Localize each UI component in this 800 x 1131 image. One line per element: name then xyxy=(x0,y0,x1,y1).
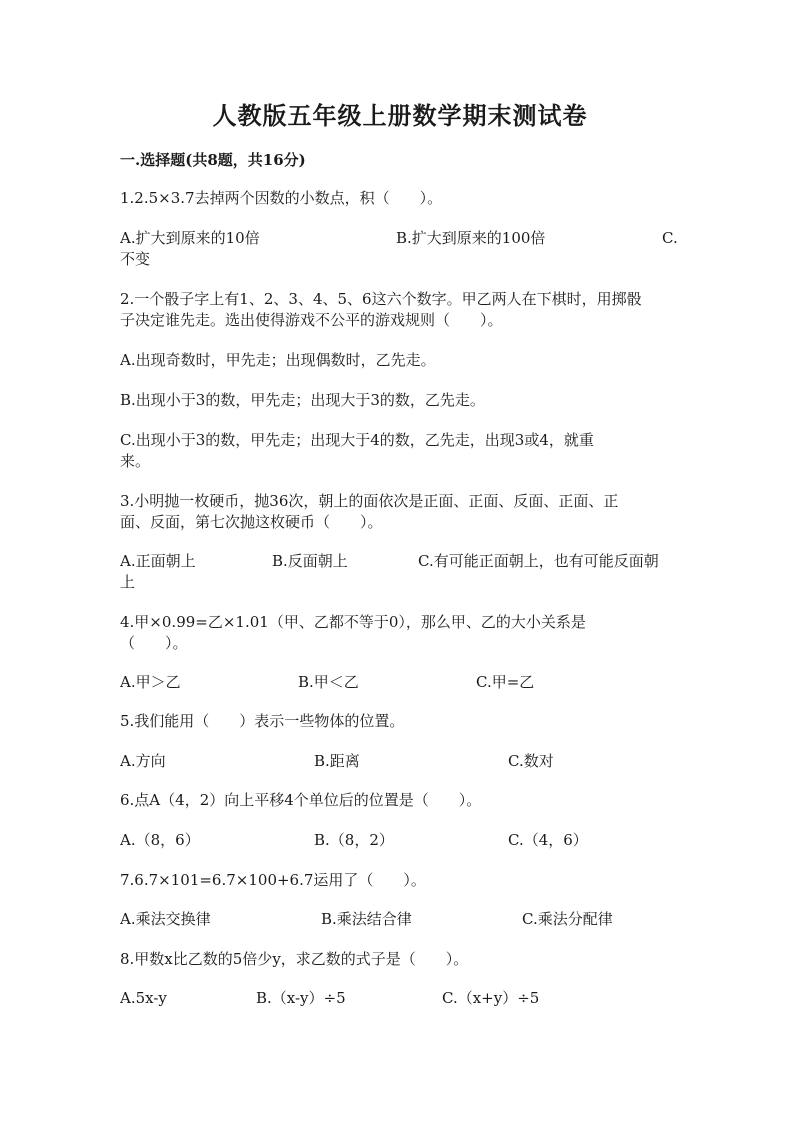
question-7-text: 7.6.7×101=6.7×100+6.7运用了（ ）。 xyxy=(120,871,426,889)
question-1-option-b: B.扩大到原来的100倍 xyxy=(396,229,546,247)
question-6-option-a: A.（8，6） xyxy=(120,831,200,849)
question-6-option-c: C.（4，6） xyxy=(508,831,588,849)
question-1-option-a: A.扩大到原来的10倍 xyxy=(120,229,260,247)
question-6-text: 6.点A（4，2）向上平移4个单位后的位置是（ ）。 xyxy=(120,791,482,809)
question-3-text-line-1: 3.小明抛一枚硬币，抛36次，朝上的面依次是正面、正面、反面、正面、正 xyxy=(120,492,619,510)
question-5-option-b: B.距离 xyxy=(314,752,360,770)
question-2-option-a: A.出现奇数时，甲先走；出现偶数时，乙先走。 xyxy=(120,351,436,369)
question-3-option-c: C.有可能正面朝上，也有可能反面朝 xyxy=(418,552,659,570)
question-4-option-b: B.甲＜乙 xyxy=(298,673,359,691)
question-7-option-a: A.乘法交换律 xyxy=(120,910,211,928)
question-3-option-c-continued: 上 xyxy=(120,573,136,591)
question-7-option-b: B.乘法结合律 xyxy=(321,910,412,928)
question-8-option-c: C.（x+y）÷5 xyxy=(442,989,540,1007)
question-2-text-line-2: 子决定谁先走。选出使得游戏不公平的游戏规则（ ）。 xyxy=(120,311,503,329)
question-1-option-c-continued: 不变 xyxy=(120,250,151,268)
question-1-text: 1.2.5×3.7去掉两个因数的小数点，积（ ）。 xyxy=(120,189,443,207)
question-2-option-c: C.出现小于3的数，甲先走；出现大于4的数，乙先走，出现3或4，就重 xyxy=(120,431,594,449)
question-6-option-b: B.（8，2） xyxy=(314,831,394,849)
question-2-option-c-continued: 来。 xyxy=(120,452,151,470)
question-4-option-a: A.甲＞乙 xyxy=(120,673,181,691)
question-4-text-line-2: （ ）。 xyxy=(120,634,188,652)
page-title: 人教版五年级上册数学期末测试卷 xyxy=(212,101,588,130)
question-4-option-c: C.甲=乙 xyxy=(476,673,535,691)
question-1-option-c: C. xyxy=(662,229,678,247)
question-8-option-b: B.（x-y）÷5 xyxy=(256,989,346,1007)
question-3-text-line-2: 面、反面，第七次抛这枚硬币（ ）。 xyxy=(120,513,383,531)
question-3-option-b: B.反面朝上 xyxy=(272,552,348,570)
question-3-option-a: A.正面朝上 xyxy=(120,552,196,570)
question-8-text: 8.甲数x比乙数的5倍少y，求乙数的式子是（ ）。 xyxy=(120,950,469,968)
question-8-option-a: A.5x-y xyxy=(120,989,167,1007)
section-heading: 一.选择题(共8题，共16分) xyxy=(120,151,306,169)
question-5-option-a: A.方向 xyxy=(120,752,166,770)
question-2-option-b: B.出现小于3的数，甲先走；出现大于3的数，乙先走。 xyxy=(120,391,485,409)
question-5-text: 5.我们能用（ ）表示一些物体的位置。 xyxy=(120,712,405,730)
question-5-option-c: C.数对 xyxy=(508,752,554,770)
question-4-text-line-1: 4.甲×0.99=乙×1.01（甲、乙都不等于0），那么甲、乙的大小关系是 xyxy=(120,613,586,631)
question-2-text-line-1: 2.一个骰子字上有1、2、3、4、5、6这六个数字。甲乙两人在下棋时，用掷骰 xyxy=(120,290,642,308)
question-7-option-c: C.乘法分配律 xyxy=(522,910,613,928)
